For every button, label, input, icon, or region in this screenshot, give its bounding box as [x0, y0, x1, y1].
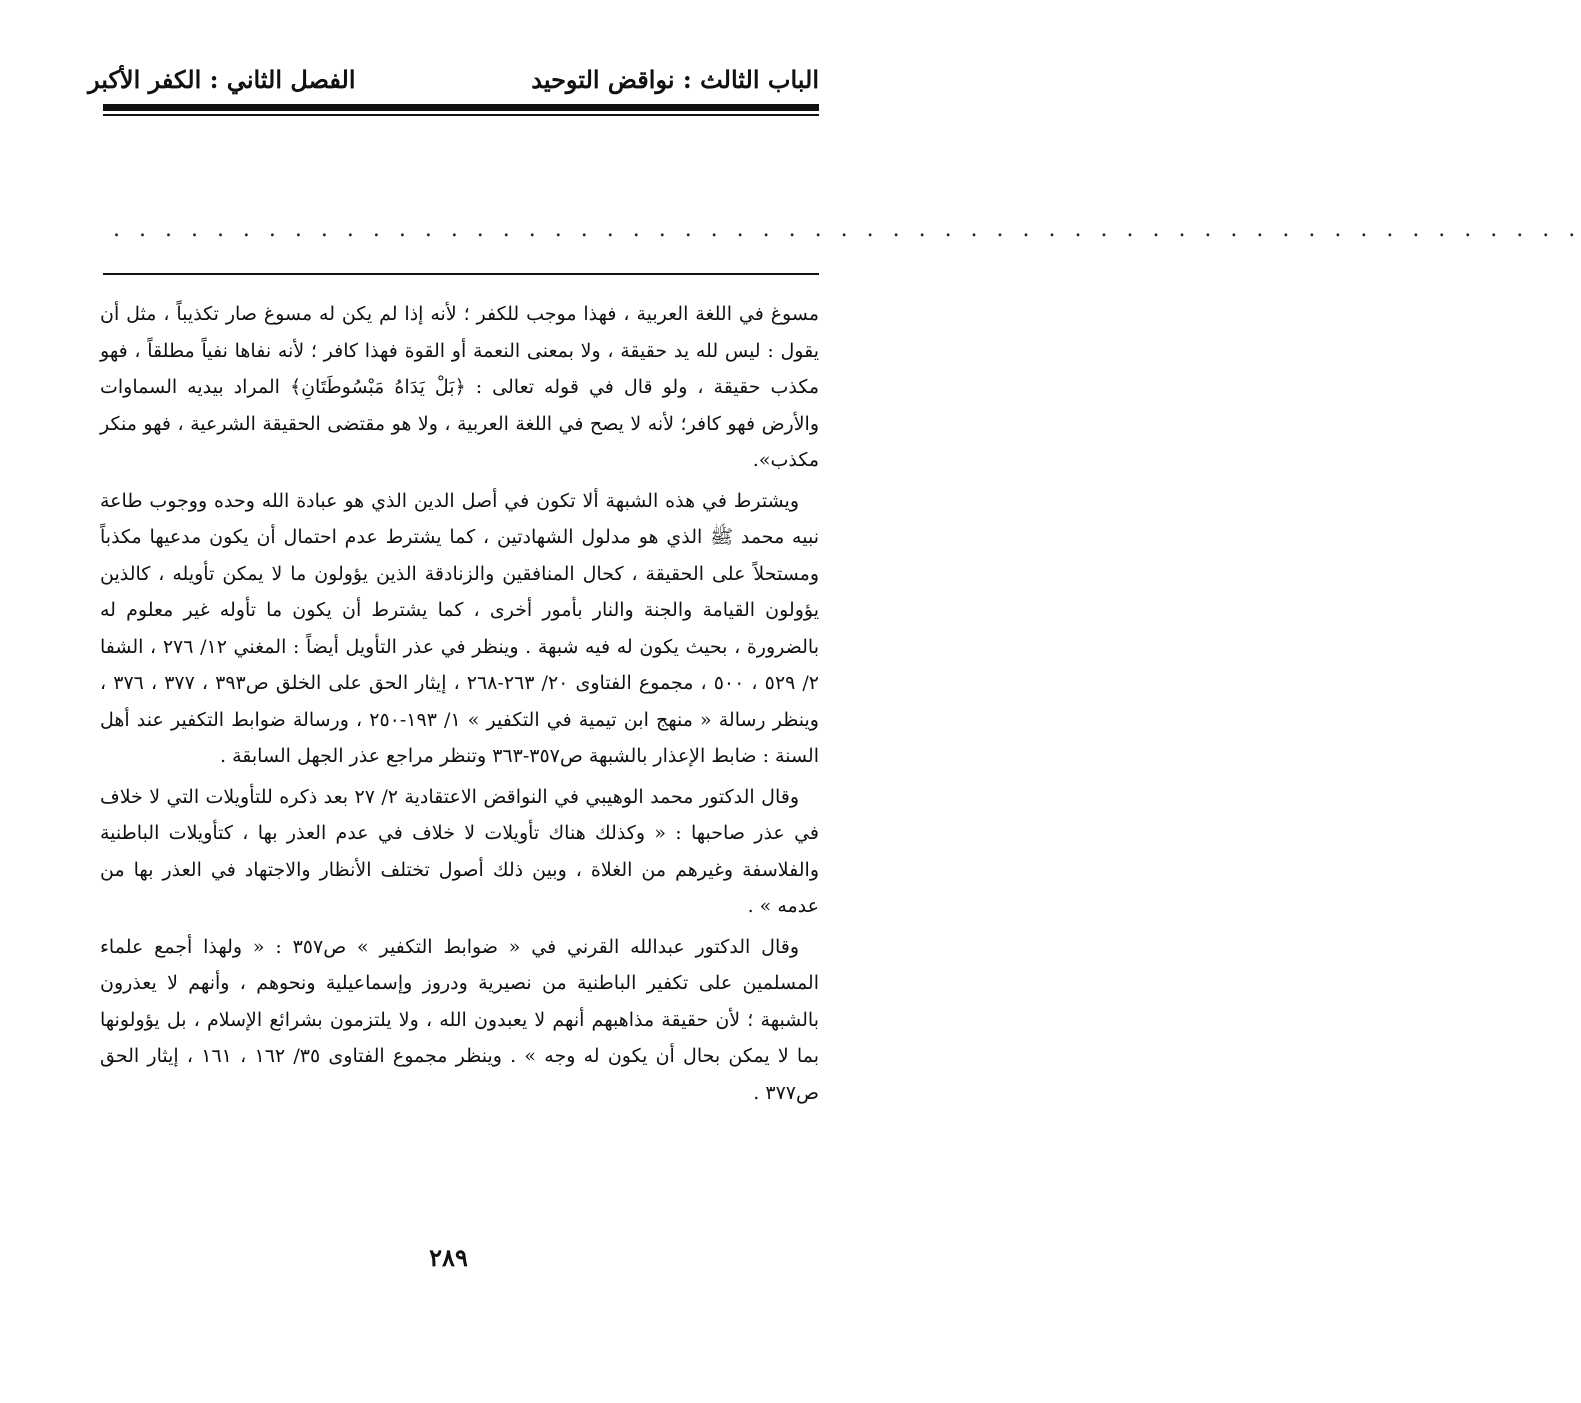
- footnote-text: [100, 296, 819, 1115]
- section-title: الفصل الثاني : الكفر الأكبر: [88, 65, 356, 94]
- footnote-rule: [103, 273, 819, 275]
- paragraph-4: وقال الدكتور عبدالله القرني في « ضوابط التكفير » ص٣٥٧ : « ولهذا أجمع علماء المسلمين على تكفير الباطنية من نصيرية ودروز وإسماعيلية ونحوهم ، وأنهم لا يعذرون بالشبهة ؛ لأن حقيقة مذاهبهم أنهم لا يعبدون الله ، ولا يلتزمون بشرائع الإسلام ، بل يؤولونها بما لا يمكن بحال أن يكون له وجه » . وينظر مجموع الفتاوى ٣٥/ ١٦٢ ، ١٦١ ، إيثار الحق ص٣٧٧ .: [100, 935, 819, 1104]
- running-header: [88, 60, 819, 104]
- chapter-title: الباب الثالث : نواقض التوحيد: [531, 65, 819, 94]
- page-number: ٢٨٩: [429, 1243, 468, 1272]
- paragraph-1: مسوغ في اللغة العربية ، فهذا موجب للكفر ؛ لأنه إذا لم يكن له مسوغ صار تكذيباً ، مثل أن يقول : ليس لله يد حقيقة ، ولا بمعنى النعمة أو القوة فهذا كافر ؛ لأنه نفاها نفياً مطلقاً ، فهو مكذب حقيقة ، ولو قال في قوله تعالى : ﴿بَلْ يَدَاهُ مَبْسُوطَتَانِ﴾ المراد بيديه السماوات والأرض فهو كافر؛ لأنه لا يصح في اللغة العربية ، ولا هو مقتضى الحقيقة الشرعية ، فهو منكر مكذب».: [100, 303, 819, 471]
- paragraph-2: ويشترط في هذه الشبهة ألا تكون في أصل الدين الذي هو عبادة الله وحده ووجوب طاعة نبيه محمد ﷺ الذي هو مدلول الشهادتين ، كما يشترط عدم احتمال أن يكون مدعيها مكذباً ومستحلاً على الحقيقة ، كحال المنافقين والزنادقة الذين يؤولون ما لا يمكن تأويله ، كالذين يؤولون القيامة والجنة والنار بأمور أخرى ، كما يشترط أن يكون ما تأوله غير معلوم له بالضرورة ، بحيث يكون له فيه شبهة . وينظر في عذر التأويل أيضاً : المغني ١٢/ ٢٧٦ ، الشفا ٢/ ٥٢٩ ، ٥٠٠ ، مجموع الفتاوى ٢٠/ ٢٦٣-٢٦٨ ، إيثار الحق على الخلق ص٣٩٣ ، ٣٧٧ ، ٣٧٦ ، وينظر رسالة « منهج ابن تيمية في التكفير » ١/ ١٩٣-٢٥٠ ، ورسالة ضوابط التكفير عند أهل السنة : ضابط الإعذار بالشبهة ص٣٥٧-٣٦٣ وتنظر مراجع عذر الجهل السابقة .: [100, 489, 820, 767]
- header-rule-thick: [103, 104, 819, 111]
- header-rule-thin: [103, 114, 819, 116]
- dotted-separator: . . . . . . . . . . . . . . . . . . . . . . . . . . . . . . . . . . . . . . . . . . . . . . . . . . . . . . . . .: [113, 217, 1581, 242]
- paragraph-3: وقال الدكتور محمد الوهيبي في النواقض الاعتقادية ٢/ ٢٧ بعد ذكره للتأويلات التي لا خلاف في عذر صاحبها : « وكذلك هناك تأويلات لا خلاف في عدم العذر بها ، كتأويلات الباطنية والفلاسفة وغيرهم من الغلاة ، وبين ذلك أصول تختلف الأنظار والاجتهاد في العذر بها من عدمه » .: [100, 785, 819, 917]
